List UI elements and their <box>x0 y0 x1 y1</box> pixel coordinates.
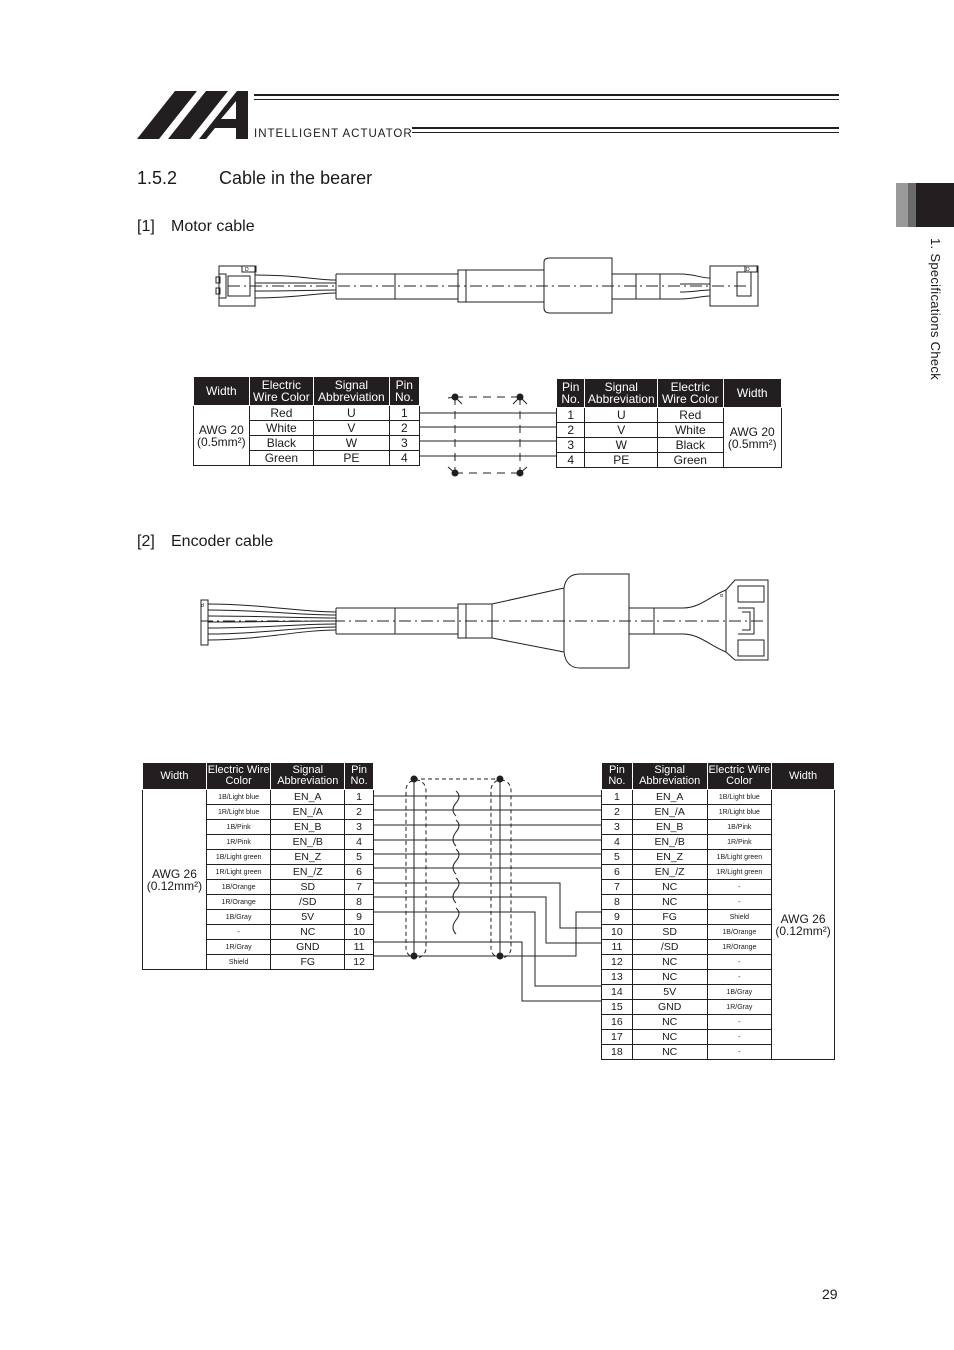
header-wire-color: Electric Wire Color <box>658 379 723 408</box>
brand-text: INTELLIGENT ACTUATOR <box>254 128 413 140</box>
pin: 10 <box>602 925 633 940</box>
pin: 12 <box>345 955 374 970</box>
pin: 14 <box>602 985 633 1000</box>
section-number: 1.5.2 <box>137 168 178 188</box>
signal: NC <box>632 1030 707 1045</box>
wire-color: 1R/Light blue <box>206 805 271 820</box>
wire-color: 1R/Light blue <box>707 805 772 820</box>
pin: 6 <box>602 865 633 880</box>
pin: 9 <box>602 910 633 925</box>
wire-color: Black <box>249 436 314 451</box>
page-number: 29 <box>822 1286 838 1302</box>
header-pin: Pin No. <box>602 763 633 790</box>
header-signal: Signal Abbreviation <box>632 763 707 790</box>
wire-color: - <box>707 880 772 895</box>
pin: 8 <box>345 895 374 910</box>
signal: EN_B <box>632 820 707 835</box>
motor-shield-dots <box>452 394 524 477</box>
pin: 7 <box>345 880 374 895</box>
header-wire-color: Electric Wire Color <box>707 763 772 790</box>
signal: NC <box>632 955 707 970</box>
signal: EN_/A <box>632 805 707 820</box>
signal: SD <box>632 925 707 940</box>
width-cell: AWG 20 (0.5mm²) <box>723 408 781 468</box>
wire-color: 1B/Pink <box>707 820 772 835</box>
pin: 11 <box>602 940 633 955</box>
pin: 2 <box>602 805 633 820</box>
header-signal: Signal Abbreviation <box>585 379 658 408</box>
width-cell: AWG 26 (0.12mm²) <box>772 790 835 1060</box>
pin: 12 <box>602 955 633 970</box>
pin: 5 <box>602 850 633 865</box>
header-width: Width <box>723 379 781 408</box>
signal: W <box>314 436 390 451</box>
signal: NC <box>632 1045 707 1060</box>
pin: 6 <box>345 865 374 880</box>
signal: 5V <box>632 985 707 1000</box>
pin: 3 <box>602 820 633 835</box>
wire-color: - <box>707 1045 772 1060</box>
pin: 3 <box>345 820 374 835</box>
encoder-right-table <box>601 762 835 1060</box>
pin: 16 <box>602 1015 633 1030</box>
wire-color: 1B/Orange <box>206 880 271 895</box>
pin: 15 <box>602 1000 633 1015</box>
signal: NC <box>632 880 707 895</box>
wire-color: Black <box>658 438 723 453</box>
chapter-tab <box>896 183 954 227</box>
pin: 9 <box>345 910 374 925</box>
pin: 2 <box>389 421 419 436</box>
motor-cable-drawing <box>216 258 758 313</box>
signal: EN_/Z <box>632 865 707 880</box>
pin: 1 <box>389 406 419 421</box>
signal: EN_Z <box>271 850 345 865</box>
motor-wiring <box>420 397 556 473</box>
wire-color: 1B/Pink <box>206 820 271 835</box>
pin: 7 <box>602 880 633 895</box>
signal: 5V <box>271 910 345 925</box>
signal: U <box>314 406 390 421</box>
signal: EN_A <box>271 790 345 805</box>
signal: EN_/Z <box>271 865 345 880</box>
pin: 3 <box>389 436 419 451</box>
motor-cable-heading <box>137 218 255 236</box>
signal: /SD <box>271 895 345 910</box>
header-wire-color: Electric Wire Color <box>249 377 314 406</box>
header-pin: Pin No. <box>345 763 374 790</box>
motor-heading-text: Motor cable <box>171 218 255 235</box>
signal: V <box>585 423 658 438</box>
encoder-left-table <box>142 762 374 970</box>
wire-color: Red <box>249 406 314 421</box>
encoder-connector-mark-right: α <box>720 593 723 599</box>
encoder-cable-heading <box>137 533 273 551</box>
signal: EN_/A <box>271 805 345 820</box>
signal: /SD <box>632 940 707 955</box>
wire-color: White <box>658 423 723 438</box>
signal: NC <box>632 895 707 910</box>
signal: FG <box>632 910 707 925</box>
header-rules <box>254 95 839 133</box>
pin: 4 <box>557 453 585 468</box>
wire-color: 1B/Light blue <box>206 790 271 805</box>
pin: 11 <box>345 940 374 955</box>
header-wire-color: Electric Wire Color <box>206 763 271 790</box>
encoder-heading-num: [2] <box>137 533 155 550</box>
wire-color: 1R/Orange <box>707 940 772 955</box>
pin: 5 <box>345 850 374 865</box>
pin: 17 <box>602 1030 633 1045</box>
wire-color: 1R/Pink <box>206 835 271 850</box>
wire-color: 1R/Light green <box>707 865 772 880</box>
wire-color: 1R/Gray <box>206 940 271 955</box>
pin: 8 <box>602 895 633 910</box>
wire-color: Green <box>658 453 723 468</box>
signal: NC <box>632 970 707 985</box>
signal: GND <box>271 940 345 955</box>
motor-connector-mark-left: D <box>245 267 249 273</box>
signal: GND <box>632 1000 707 1015</box>
header-width: Width <box>772 763 835 790</box>
encoder-wiring <box>374 779 602 1001</box>
chapter-label: 1. Specifications Check <box>928 238 943 381</box>
signal: SD <box>271 880 345 895</box>
header-signal: Signal Abbreviation <box>271 763 345 790</box>
signal: PE <box>585 453 658 468</box>
wire-color: 1R/Orange <box>206 895 271 910</box>
wire-color: - <box>707 970 772 985</box>
wire-color: - <box>707 895 772 910</box>
signal: EN_/B <box>632 835 707 850</box>
signal: V <box>314 421 390 436</box>
wire-color: 1R/Gray <box>707 1000 772 1015</box>
wire-color: - <box>707 1015 772 1030</box>
width-cell: AWG 20 (0.5mm²) <box>194 406 250 466</box>
motor-heading-num: [1] <box>137 218 155 235</box>
pin: 2 <box>345 805 374 820</box>
encoder-cable-drawing <box>201 574 768 668</box>
signal: NC <box>632 1015 707 1030</box>
wire-color: 1R/Light green <box>206 865 271 880</box>
header-width: Width <box>194 377 250 406</box>
wire-color: Red <box>658 408 723 423</box>
wire-color: Green <box>249 451 314 466</box>
pin: 1 <box>602 790 633 805</box>
signal: PE <box>314 451 390 466</box>
wire-color: - <box>206 925 271 940</box>
signal: EN_A <box>632 790 707 805</box>
header-pin: Pin No. <box>557 379 585 408</box>
signal: W <box>585 438 658 453</box>
wire-color: - <box>707 1030 772 1045</box>
signal: NC <box>271 925 345 940</box>
pin: 2 <box>557 423 585 438</box>
pin: 4 <box>345 835 374 850</box>
table-row <box>143 790 374 805</box>
pin: 3 <box>557 438 585 453</box>
company-logo <box>137 91 248 139</box>
section-title: Cable in the bearer <box>219 168 373 188</box>
wire-color: White <box>249 421 314 436</box>
signal: FG <box>271 955 345 970</box>
motor-connector-mark-right: D <box>746 267 750 273</box>
pin: 1 <box>345 790 374 805</box>
motor-left-table <box>193 376 420 466</box>
signal: EN_B <box>271 820 345 835</box>
wire-color: 1B/Gray <box>707 985 772 1000</box>
motor-right-table <box>556 378 782 468</box>
header-signal: Signal Abbreviation <box>314 377 390 406</box>
header-pin: Pin No. <box>389 377 419 406</box>
pin: 4 <box>602 835 633 850</box>
table-row <box>602 790 835 805</box>
wire-color: 1B/Light blue <box>707 790 772 805</box>
wire-color: 1B/Light green <box>206 850 271 865</box>
wire-color: Shield <box>206 955 271 970</box>
encoder-connector-mark-left: d <box>201 603 204 609</box>
section-heading <box>137 168 372 189</box>
wire-color: - <box>707 955 772 970</box>
width-cell: AWG 26 (0.12mm²) <box>143 790 207 970</box>
pin: 18 <box>602 1045 633 1060</box>
wire-color: 1B/Gray <box>206 910 271 925</box>
pin: 1 <box>557 408 585 423</box>
wire-color: 1R/Pink <box>707 835 772 850</box>
wire-color: 1B/Light green <box>707 850 772 865</box>
pin: 10 <box>345 925 374 940</box>
pin: 13 <box>602 970 633 985</box>
signal: EN_/B <box>271 835 345 850</box>
wire-color: 1B/Orange <box>707 925 772 940</box>
signal: EN_Z <box>632 850 707 865</box>
encoder-heading-text: Encoder cable <box>171 533 274 550</box>
wire-color: Shield <box>707 910 772 925</box>
pin: 4 <box>389 451 419 466</box>
signal: U <box>585 408 658 423</box>
header-width: Width <box>143 763 207 790</box>
